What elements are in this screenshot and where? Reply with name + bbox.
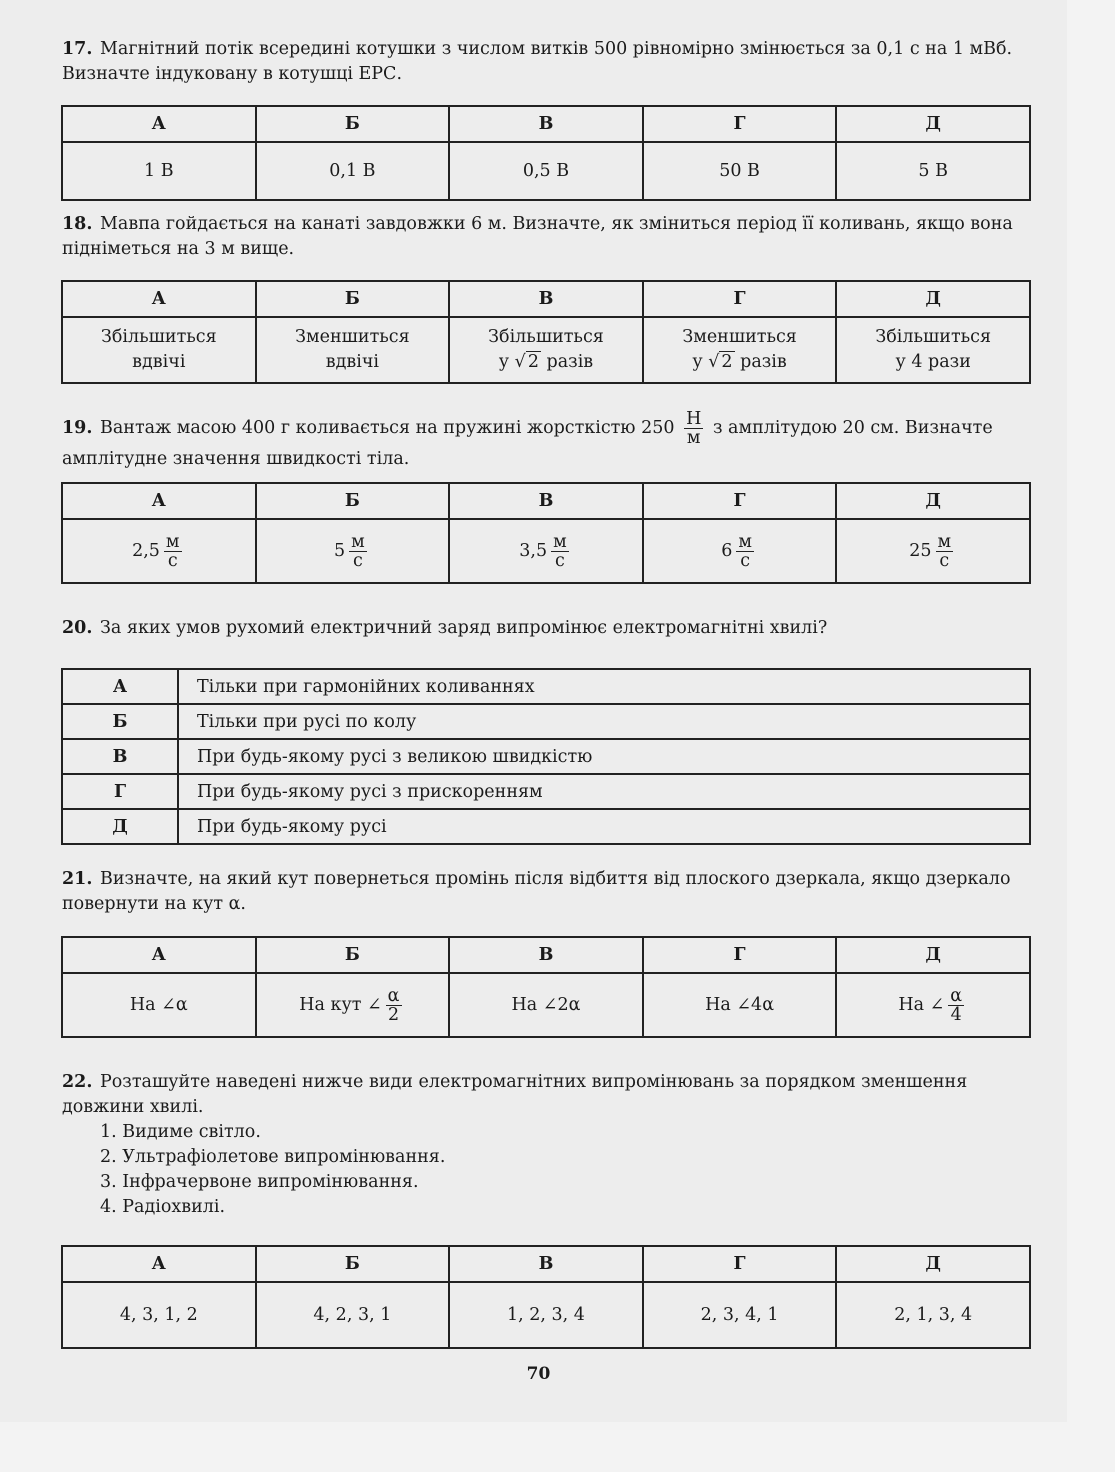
answer-table-21	[61, 936, 1031, 1038]
angle-fraction	[386, 987, 402, 1024]
answer-cell[interactable]: 4, 2, 3, 1	[256, 1282, 450, 1348]
question-number: 22.	[62, 1072, 93, 1092]
unit-fraction	[551, 533, 569, 570]
question-text: За яких умов рухомий електричний заряд випромінює електромагнітні хвилі?	[100, 618, 828, 638]
option-header: Г	[643, 483, 837, 519]
option-header: Д	[836, 1246, 1030, 1282]
fraction-denominator: с	[740, 550, 751, 571]
answer-value: 2,5	[132, 540, 160, 561]
question-text-continued: з амплітудою 20 см. Визначте амплітудне значення швидкості тіла.	[62, 418, 993, 469]
angle-fraction	[948, 987, 964, 1024]
fraction-numerator: м	[165, 531, 180, 552]
answer-cell[interactable]	[62, 317, 256, 383]
item-list	[62, 1120, 1032, 1220]
answer-cell[interactable]	[836, 973, 1030, 1037]
answer-cell[interactable]	[256, 317, 450, 383]
answer-value: 3,5	[519, 540, 548, 561]
option-header: А	[62, 1246, 256, 1282]
option-letter: Г	[62, 774, 178, 809]
option-letter: В	[62, 739, 178, 774]
question-19	[62, 410, 1032, 472]
answer-cell[interactable]: 2, 1, 3, 4	[836, 1282, 1030, 1348]
answer-cell[interactable]: 1 В	[62, 142, 256, 200]
fraction-numerator: м	[553, 531, 567, 552]
fraction-denominator: 4	[950, 1004, 962, 1025]
unit-fraction	[349, 533, 367, 570]
answer-line: вдвічі	[325, 352, 380, 372]
fraction-numerator: Н	[686, 409, 702, 429]
question-17	[62, 37, 1032, 87]
option-list-20	[61, 668, 1031, 845]
option-letter: Д	[62, 809, 178, 844]
answer-cell[interactable]	[256, 519, 450, 583]
fraction-numerator: α	[950, 985, 963, 1006]
radicand: 2	[721, 352, 733, 372]
answer-cell[interactable]: 5 В	[836, 142, 1030, 200]
answer-suffix: разів	[546, 352, 594, 372]
question-number: 18.	[62, 214, 93, 234]
option-header: Б	[256, 281, 450, 317]
option-header: А	[62, 106, 256, 142]
fraction-numerator: м	[738, 531, 752, 552]
answer-text: На кут ∠	[299, 994, 382, 1015]
option-header: В	[449, 937, 643, 973]
option-header: Б	[256, 937, 450, 973]
option-header: В	[449, 1246, 643, 1282]
page-number: 70	[526, 1364, 551, 1384]
radicand: 2	[527, 352, 539, 372]
option-header: А	[62, 937, 256, 973]
fraction-denominator: с	[555, 550, 565, 571]
question-number: 20.	[62, 618, 93, 638]
answer-line: у 4 рази	[895, 352, 971, 372]
option-header: Г	[643, 106, 837, 142]
answer-prefix: у	[692, 352, 703, 372]
option-header: В	[449, 483, 643, 519]
option-header: Д	[836, 937, 1030, 973]
list-item: 4. Радіохвилі.	[100, 1197, 226, 1217]
answer-cell[interactable]	[643, 317, 837, 383]
option-text: Тільки при гармонійних коливаннях	[178, 669, 1030, 704]
square-root: √ 2	[514, 352, 539, 372]
answer-value: 25	[909, 540, 932, 561]
option-text: При будь-якому русі з великою швидкістю	[178, 739, 1030, 774]
answer-cell[interactable]	[836, 519, 1030, 583]
answer-line: вдвічі	[132, 352, 186, 372]
option-header: Д	[836, 483, 1030, 519]
question-number: 21.	[62, 869, 93, 889]
answer-prefix: у	[498, 352, 510, 372]
answer-table-18	[61, 280, 1031, 384]
option-row[interactable]	[62, 739, 1030, 774]
answer-cell[interactable]	[256, 973, 450, 1037]
answer-cell[interactable]	[449, 519, 643, 583]
option-header: Г	[643, 1246, 837, 1282]
answer-cell[interactable]: 50 В	[643, 142, 837, 200]
answer-cell[interactable]: 4, 3, 1, 2	[62, 1282, 256, 1348]
question-text: Розташуйте наведені нижче види електромагнітних випромінювань за порядком зменшення довжини хвилі.	[62, 1072, 968, 1117]
question-text: Вантаж масою 400 г коливається на пружині жорсткістю 250	[100, 418, 675, 438]
question-text: Визначте, на який кут повернеться промінь після відбиття від плоского дзеркала, якщо дзеркало повернути на кут α.	[62, 869, 1011, 914]
question-21	[62, 867, 1032, 917]
answer-line	[450, 350, 642, 375]
fraction-denominator: с	[167, 550, 178, 571]
option-header: А	[62, 483, 256, 519]
option-letter: А	[62, 669, 178, 704]
answer-cell[interactable]	[449, 317, 643, 383]
answer-table-17	[61, 105, 1031, 201]
answer-cell[interactable]: На ∠2α	[449, 973, 643, 1037]
answer-cell[interactable]	[836, 317, 1030, 383]
question-text: Мавпа гойдається на канаті завдовжки 6 м. Визначте, як зміниться період її коливань, якщо вона підніметься на 3 м вище.	[62, 214, 1013, 259]
fraction-denominator: с	[939, 550, 950, 571]
question-number: 19.	[62, 418, 93, 438]
answer-line: Зменшиться	[682, 327, 797, 347]
unit-fraction	[736, 533, 754, 570]
fraction-numerator: м	[351, 531, 365, 552]
answer-cell[interactable]: 2, 3, 4, 1	[643, 1282, 837, 1348]
list-item: 3. Інфрачервоне випромінювання.	[100, 1172, 419, 1192]
fraction-denominator: 2	[388, 1004, 400, 1025]
answer-cell[interactable]: На ∠4α	[643, 973, 837, 1037]
answer-line: Збільшиться	[100, 327, 217, 347]
answer-table-22	[61, 1245, 1031, 1349]
question-number: 17.	[62, 39, 93, 59]
option-header: Д	[836, 281, 1030, 317]
list-item: 1. Видиме світло.	[100, 1122, 261, 1142]
option-header: Д	[836, 106, 1030, 142]
answer-line: Зменшиться	[295, 327, 410, 347]
answer-cell[interactable]	[62, 519, 256, 583]
answer-cell[interactable]: 0,1 В	[256, 142, 450, 200]
square-root: √ 2	[708, 352, 733, 372]
option-text: При будь-якому русі	[178, 809, 1030, 844]
option-header: Г	[643, 281, 837, 317]
unit-fraction	[684, 410, 703, 447]
question-20	[62, 616, 1032, 641]
answer-value: 6	[721, 540, 733, 561]
question-22	[62, 1070, 1032, 1220]
answer-cell[interactable]: 1, 2, 3, 4	[449, 1282, 643, 1348]
option-header: В	[449, 281, 643, 317]
answer-cell[interactable]: 0,5 В	[449, 142, 643, 200]
answer-table-19	[61, 482, 1031, 584]
question-18	[62, 212, 1032, 262]
option-text: При будь-якому русі з прискоренням	[178, 774, 1030, 809]
option-header: Б	[256, 106, 450, 142]
answer-line: Збільшиться	[488, 327, 604, 347]
option-header: Б	[256, 483, 450, 519]
option-header: Б	[256, 1246, 450, 1282]
question-text: Магнітний потік всередині котушки з числом витків 500 рівномірно змінюється за 0,1 с на 1 мВб. Визначте індуковану в котушці ЕРС.	[62, 39, 1013, 84]
fraction-denominator: с	[353, 550, 363, 571]
fraction-denominator: м	[686, 428, 701, 448]
option-header: В	[449, 106, 643, 142]
answer-cell[interactable]: На ∠α	[62, 973, 256, 1037]
option-letter: Б	[62, 704, 178, 739]
option-header: А	[62, 281, 256, 317]
option-row[interactable]	[62, 774, 1030, 809]
option-header: Г	[643, 937, 837, 973]
answer-value: 5	[334, 540, 346, 561]
option-text: Тільки при русі по колу	[178, 704, 1030, 739]
answer-suffix: разів	[740, 352, 787, 372]
answer-cell[interactable]	[643, 519, 837, 583]
list-item: 2. Ультрафіолетове випромінювання.	[100, 1147, 446, 1167]
unit-fraction	[936, 533, 954, 570]
option-row[interactable]	[62, 669, 1030, 704]
fraction-numerator: α	[387, 985, 400, 1006]
answer-line	[644, 350, 836, 375]
answer-text: На ∠	[898, 994, 945, 1015]
answer-line: Збільшиться	[875, 327, 992, 347]
option-row[interactable]	[62, 809, 1030, 844]
option-row[interactable]	[62, 704, 1030, 739]
fraction-numerator: м	[937, 531, 952, 552]
unit-fraction	[164, 533, 182, 570]
